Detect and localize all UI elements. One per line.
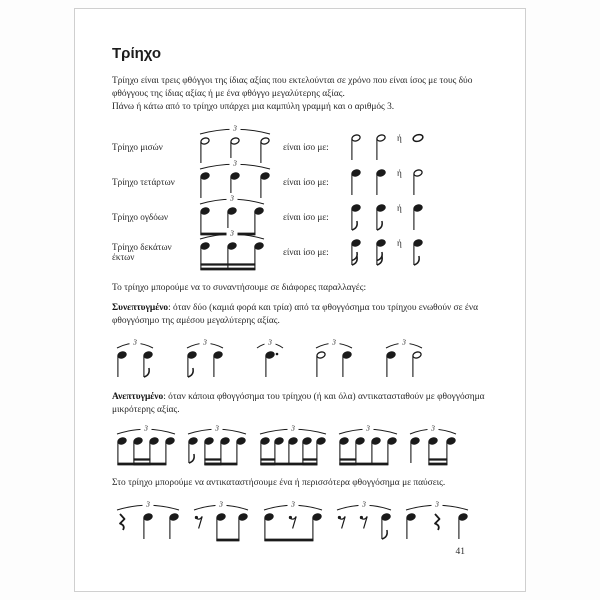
equals-label: είναι ίσο με:	[283, 142, 329, 153]
equivalent-note	[372, 198, 390, 236]
triplet-definition-rows	[112, 123, 487, 270]
equivalent-note	[409, 163, 427, 201]
notation-figure	[332, 500, 396, 546]
svg-text:3: 3	[230, 228, 234, 238]
svg-text:3: 3	[215, 423, 220, 433]
svg-text:3: 3	[146, 499, 150, 509]
triplet-row-label: Τρίηχο ογδόων	[112, 212, 169, 223]
triplet-row-label: Τρίηχο μισών	[112, 142, 163, 153]
svg-text:3: 3	[332, 337, 337, 347]
notation-figure	[252, 338, 288, 384]
or-label: ή	[397, 133, 402, 144]
notation-figure	[183, 424, 251, 470]
notation-figure	[401, 500, 473, 546]
equivalent-note	[372, 163, 390, 201]
equals-label: είναι ίσο με:	[283, 177, 329, 188]
music-notation-svg	[259, 500, 327, 546]
music-notation-svg	[372, 163, 390, 201]
music-notation-svg	[347, 233, 365, 271]
intro-paragraph-2: Πάνω ή κάτω από το τρίηχο υπάρχει μια καμπύλη γραμμή και ο αριθμός 3.	[112, 102, 395, 113]
variations-intro: Το τρίηχο μπορούμε να το συναντήσουμε σε διάφορες παραλλαγές:	[112, 282, 367, 293]
triplet-row-sixteenths	[112, 228, 487, 270]
equals-label: είναι ίσο με:	[283, 212, 329, 223]
equivalent-note	[347, 233, 365, 271]
svg-text:3: 3	[144, 423, 148, 433]
music-notation-svg	[409, 128, 427, 166]
page-title: Τρίηχο	[112, 45, 162, 62]
music-notation-svg	[334, 424, 402, 470]
notation-figure	[311, 338, 357, 384]
or-label: ή	[397, 203, 402, 214]
music-notation-svg	[347, 198, 365, 236]
developed-term: Ανεπτυγμένο	[112, 392, 164, 403]
notation-figure	[189, 500, 253, 546]
music-notation-svg	[409, 163, 427, 201]
equivalent-note	[347, 163, 365, 201]
developed-paragraph	[112, 391, 487, 417]
notation-figure	[259, 500, 327, 546]
triplet-row-quarters	[112, 158, 487, 200]
svg-text:3: 3	[219, 499, 224, 509]
music-notation-svg	[401, 500, 473, 546]
triplet-row-halves	[112, 123, 487, 165]
rests-paragraph: Στο τρίηχο μπορούμε να αντικαταστήσουμε ένα ή περισσότερα φθογγόσημα με παύσεις.	[112, 477, 446, 488]
music-notation-svg	[409, 198, 427, 236]
music-notation-svg	[347, 163, 365, 201]
rests-figures-row	[112, 500, 487, 546]
or-label: ή	[397, 238, 402, 249]
svg-text:3: 3	[267, 337, 272, 347]
notation-figure	[112, 500, 184, 546]
triplet-row-eighths	[112, 193, 487, 235]
music-notation-svg	[409, 233, 427, 271]
music-notation-svg	[255, 424, 331, 470]
equivalent-notes	[347, 198, 427, 236]
equivalent-note	[372, 233, 390, 271]
music-notation-svg	[381, 338, 427, 384]
condensed-text: : όταν δύο (καμιά φορά και τρία) από τα φθογγόσημα του τρίηχου ενωθούν σε ένα φθογγόσημο της αμέσου μεγαλύτερης αξίας.	[112, 302, 478, 327]
music-notation-svg	[347, 128, 365, 166]
music-notation-svg	[332, 500, 396, 546]
notation-figure	[255, 424, 331, 470]
triplet-row-label: Τρίηχο δεκάτων έκτων	[112, 242, 172, 263]
equivalent-notes	[347, 128, 427, 166]
music-notation-svg	[372, 128, 390, 166]
equivalent-notes	[347, 233, 427, 271]
music-notation-svg	[183, 424, 251, 470]
music-notation-svg	[189, 500, 253, 546]
notation-figure	[334, 424, 402, 470]
triplet-notation	[195, 229, 275, 275]
svg-text:3: 3	[431, 423, 435, 433]
music-notation-svg	[195, 229, 269, 275]
music-notation-svg	[112, 500, 184, 546]
music-notation-svg	[372, 198, 390, 236]
music-notation-svg	[311, 338, 357, 384]
developed-figures-row	[112, 424, 487, 470]
equivalent-notes	[347, 163, 427, 201]
equivalent-note	[347, 198, 365, 236]
equivalent-note	[409, 128, 427, 166]
intro-block	[112, 75, 487, 115]
notation-figure	[112, 424, 180, 470]
or-label: ή	[397, 168, 402, 179]
triplet-row-label: Τρίηχο τετάρτων	[112, 177, 175, 188]
equivalent-note	[347, 128, 365, 166]
svg-text:3: 3	[202, 337, 207, 347]
svg-text:3: 3	[290, 499, 295, 509]
svg-text:3: 3	[290, 423, 295, 433]
svg-text:3: 3	[230, 193, 234, 203]
svg-text:3: 3	[435, 499, 439, 509]
notation-figure	[182, 338, 228, 384]
svg-text:3: 3	[133, 337, 137, 347]
music-notation-svg	[112, 424, 180, 470]
notation-figure	[405, 424, 461, 470]
svg-text:3: 3	[402, 337, 406, 347]
svg-text:3: 3	[233, 158, 237, 168]
page-number: 41	[455, 547, 465, 557]
svg-text:3: 3	[361, 499, 366, 509]
page-content	[75, 9, 525, 546]
developed-text: : όταν κάποια φθογγόσημα του τρίηχου (ή και όλα) αντικατασταθούν με φθογγόσημα μικρότερης αξίας.	[112, 392, 485, 416]
music-notation-svg	[405, 424, 461, 470]
svg-text:3: 3	[233, 123, 237, 133]
equivalent-note	[409, 233, 427, 271]
condensed-paragraph	[112, 302, 487, 328]
notation-figure	[381, 338, 427, 384]
book-page	[74, 8, 526, 592]
music-notation-svg	[112, 338, 158, 384]
music-notation-svg	[372, 233, 390, 271]
svg-text:3: 3	[365, 423, 370, 433]
music-notation-svg	[252, 338, 288, 384]
condensed-figures-row	[112, 338, 487, 384]
equals-label: είναι ίσο με:	[283, 247, 329, 258]
intro-paragraph-1: Τρίηχο είναι τρεις φθόγγοι της ίδιας αξίας που εκτελούνται σε χρόνο που είναι ίσος με τους δύο φθόγγους της ίδιας αξίας ή με ένα φθόγγο μεγαλύτερης αξίας.	[112, 76, 473, 100]
notation-figure	[112, 338, 158, 384]
equivalent-note	[372, 128, 390, 166]
music-notation-svg	[182, 338, 228, 384]
condensed-term: Συνεπτυγμένο	[112, 302, 169, 313]
equivalent-note	[409, 198, 427, 236]
